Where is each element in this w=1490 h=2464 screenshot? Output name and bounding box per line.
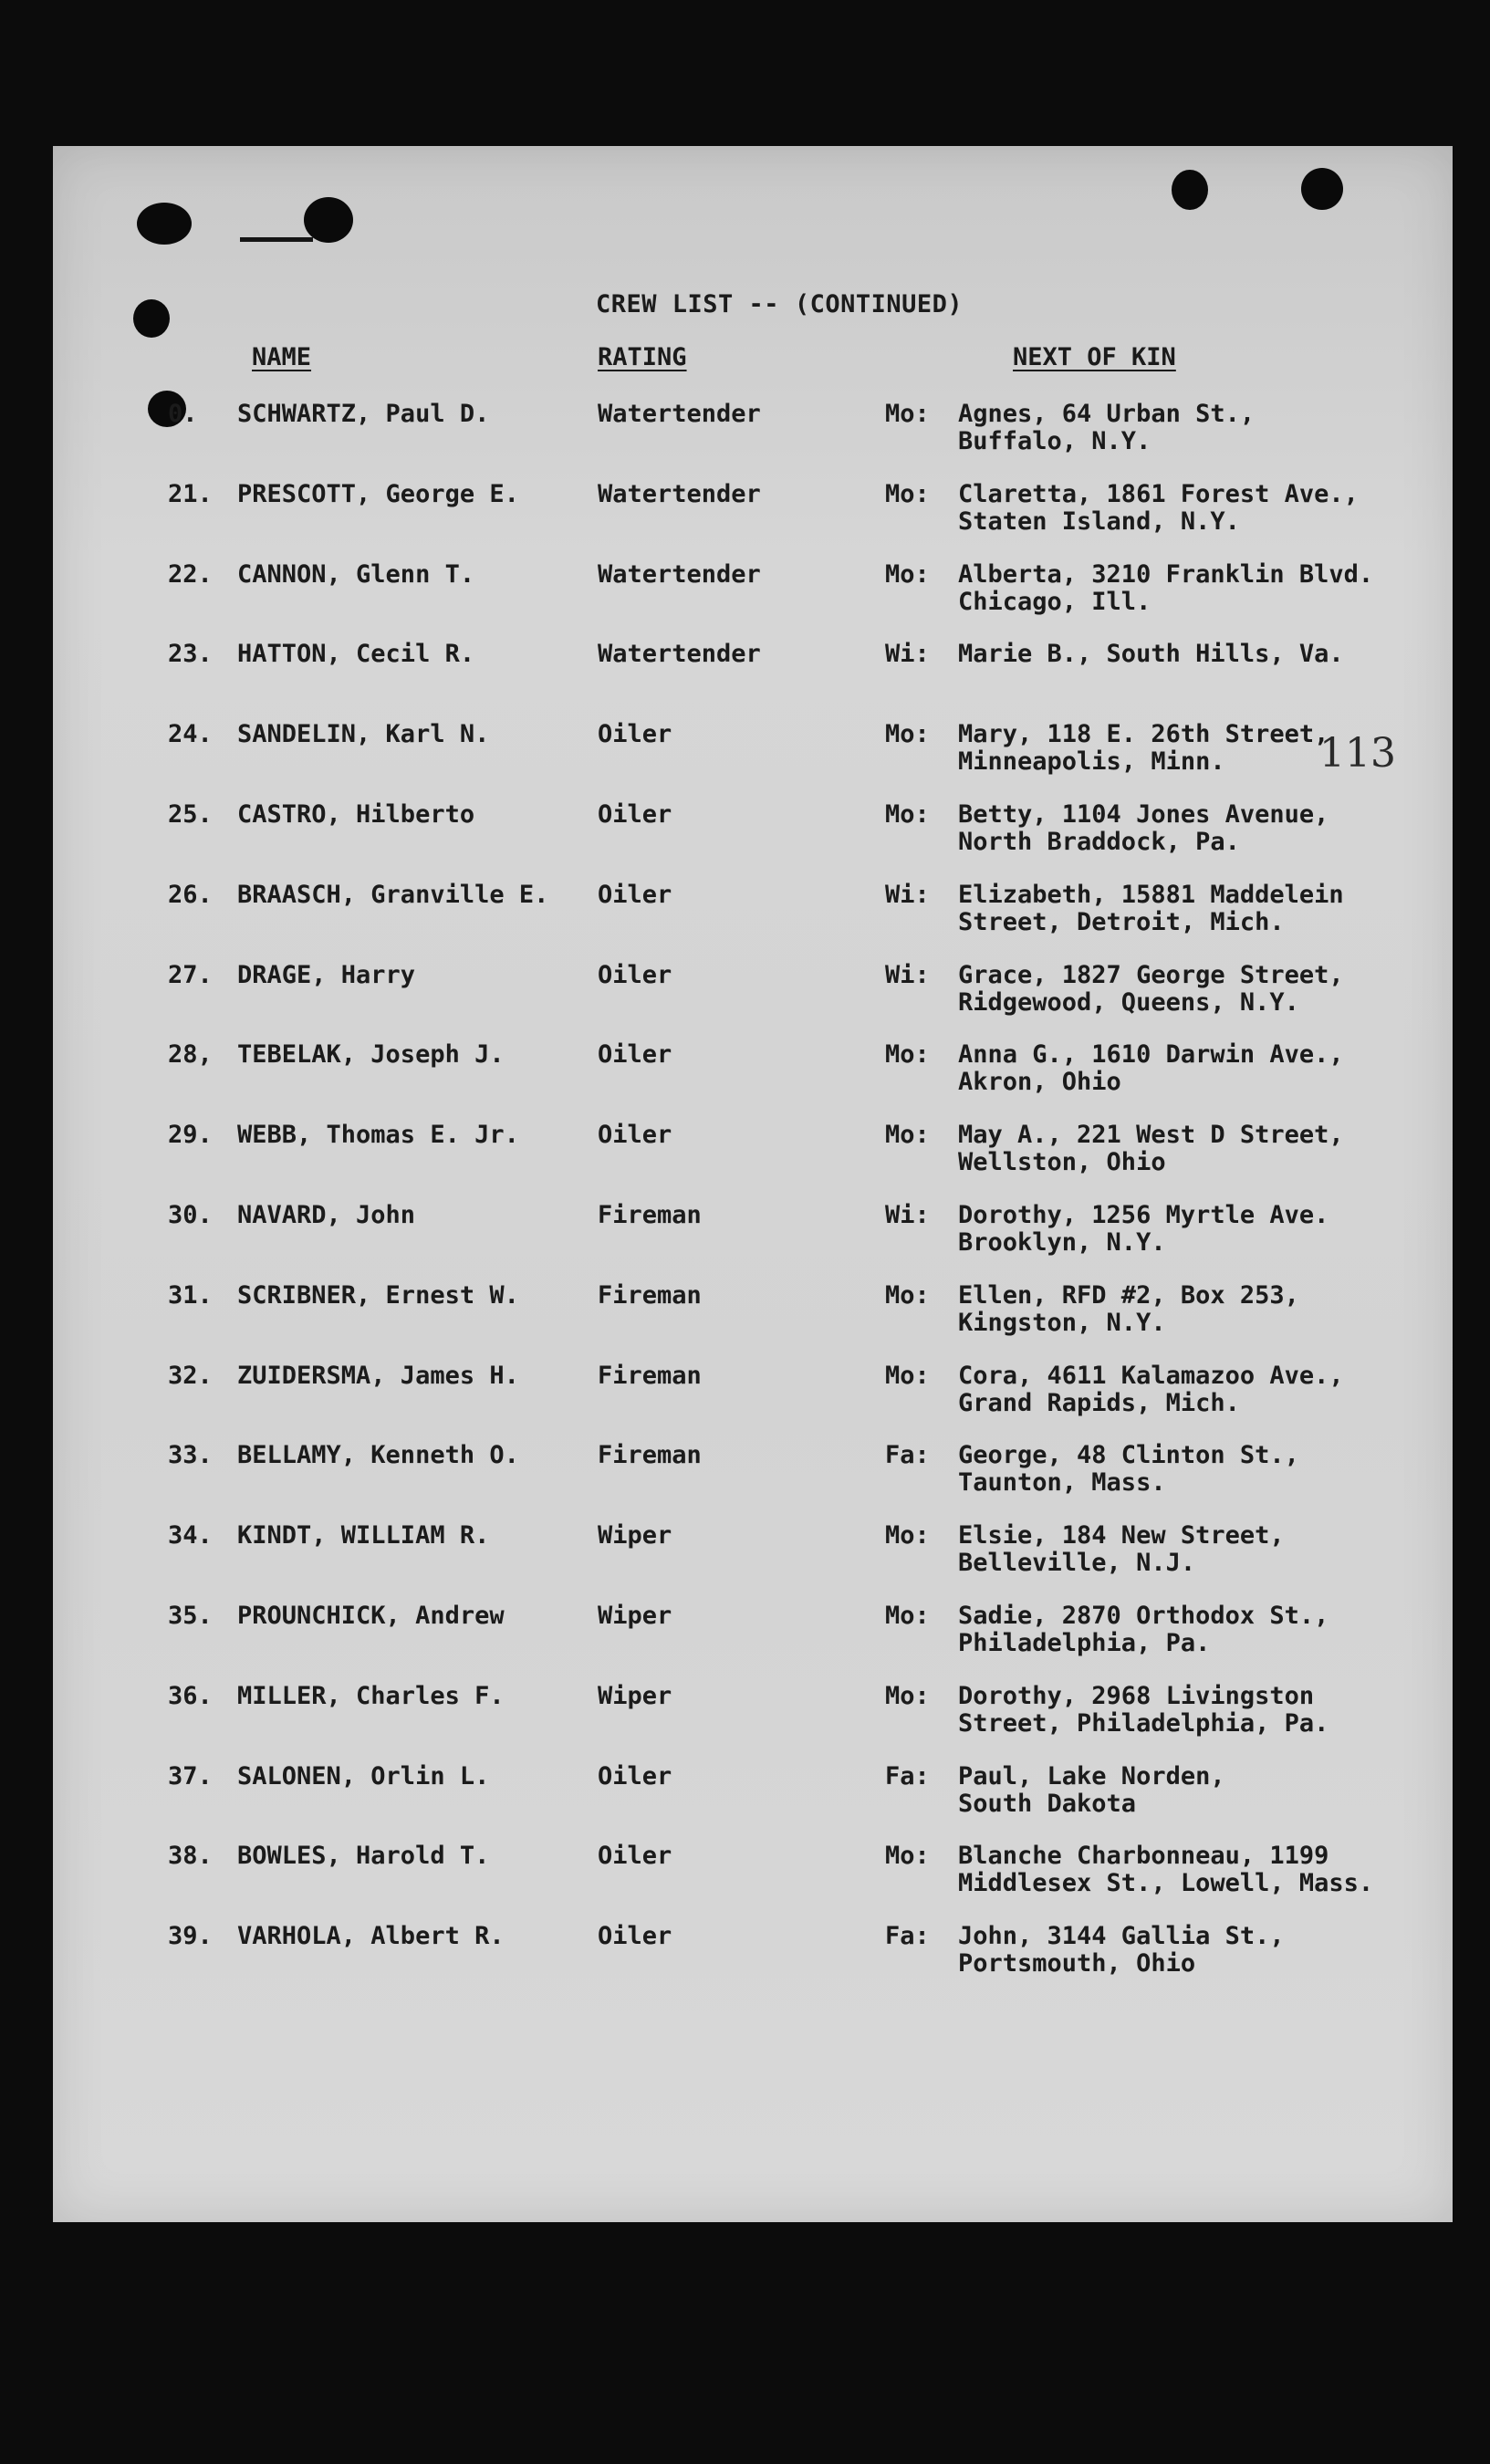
kin-address-line-1: Anna G., 1610 Darwin Ave.,: [958, 1040, 1344, 1070]
crew-rating: Watertender: [598, 640, 761, 669]
crew-rating: Watertender: [598, 559, 761, 589]
crew-rating: Oiler: [598, 1922, 672, 1951]
crew-name: DRAGE, Harry: [237, 960, 416, 989]
kin-relation: Mo:: [885, 720, 930, 749]
crew-name: ZUIDERSMA, James H.: [237, 1361, 519, 1390]
crew-rating: Fireman: [598, 1280, 702, 1310]
crew-rating: Wiper: [598, 1521, 672, 1550]
row-number: 26.: [168, 880, 213, 909]
kin-relation: Mo:: [885, 1280, 930, 1310]
kin-address-line-1: Alberta, 3210 Franklin Blvd.: [958, 559, 1374, 589]
crew-rating: Oiler: [598, 1842, 672, 1871]
table-row: [53, 1281, 1453, 1345]
row-number: 28,: [168, 1040, 213, 1070]
row-number: 27.: [168, 960, 213, 989]
kin-relation: Mo:: [885, 400, 930, 428]
crew-name: TEBELAK, Joseph J.: [237, 1040, 505, 1070]
kin-address-line-2: Buffalo, N.Y.: [958, 427, 1151, 455]
kin-relation: Mo:: [885, 1681, 930, 1710]
crew-name: PRESCOTT, George E.: [237, 479, 519, 508]
kin-address-line-1: Elizabeth, 15881 Maddelein: [958, 880, 1344, 909]
kin-address-line-2: Grand Rapids, Mich.: [958, 1388, 1240, 1417]
table-row: [53, 1762, 1453, 1826]
crew-name: HATTON, Cecil R.: [237, 640, 475, 669]
kin-address-line-1: Agnes, 64 Urban St.,: [958, 400, 1256, 428]
crew-name: WEBB, Thomas E. Jr.: [237, 1121, 519, 1150]
crew-rating: Watertender: [598, 400, 761, 428]
row-number: 37.: [168, 1761, 213, 1791]
crew-rating: Oiler: [598, 1121, 672, 1150]
kin-relation: Mo:: [885, 800, 930, 829]
crew-name: BELLAMY, Kenneth O.: [237, 1441, 519, 1470]
kin-address-line-2: South Dakota: [958, 1789, 1137, 1818]
row-number: 31.: [168, 1280, 213, 1310]
kin-address-line-2: Belleville, N.J.: [958, 1549, 1196, 1578]
crew-rating: Oiler: [598, 960, 672, 989]
punch-hole: [1301, 168, 1343, 210]
row-number: 0.: [168, 400, 198, 428]
kin-address-line-1: Grace, 1827 George Street,: [958, 960, 1344, 989]
kin-address-line-2: Philadelphia, Pa.: [958, 1629, 1211, 1657]
kin-address-line-1: Cora, 4611 Kalamazoo Ave.,: [958, 1361, 1344, 1390]
kin-address-line-1: Sadie, 2870 Orthodox St.,: [958, 1602, 1329, 1630]
crew-rating: Oiler: [598, 1761, 672, 1791]
crew-name: BRAASCH, Granville E.: [237, 880, 549, 909]
table-row: [53, 1040, 1453, 1104]
kin-relation: Wi:: [885, 1201, 930, 1229]
kin-relation: Mo:: [885, 1521, 930, 1550]
table-row: [53, 1922, 1453, 1986]
kin-address-line-1: Mary, 118 E. 26th Street,: [958, 720, 1329, 749]
kin-address-line-2: Staten Island, N.Y.: [958, 506, 1240, 536]
table-row: [53, 480, 1453, 544]
kin-address-line-2: Street, Detroit, Mich.: [958, 907, 1285, 936]
kin-address-line-2: Ridgewood, Queens, N.Y.: [958, 987, 1299, 1017]
row-number: 30.: [168, 1201, 213, 1229]
kin-address-line-1: Elsie, 184 New Street,: [958, 1521, 1285, 1550]
kin-address-line-2: Brooklyn, N.Y.: [958, 1228, 1166, 1257]
crew-name: NAVARD, John: [237, 1201, 416, 1229]
punch-hole: [133, 299, 170, 338]
crew-name: BOWLES, Harold T.: [237, 1842, 490, 1871]
crew-rating: Watertender: [598, 479, 761, 508]
row-number: 38.: [168, 1842, 213, 1871]
kin-address-line-1: John, 3144 Gallia St.,: [958, 1922, 1285, 1951]
kin-address-line-1: George, 48 Clinton St.,: [958, 1441, 1299, 1470]
kin-address-line-2: Portsmouth, Ohio: [958, 1949, 1196, 1979]
table-row: [53, 881, 1453, 945]
ink-mark: [240, 237, 313, 242]
row-number: 34.: [168, 1521, 213, 1550]
kin-relation: Fa:: [885, 1441, 930, 1470]
table-row: [53, 1201, 1453, 1265]
table-row: [53, 1682, 1453, 1746]
kin-address-line-2: Street, Philadelphia, Pa.: [958, 1708, 1329, 1738]
table-row: [53, 1842, 1453, 1905]
column-header-name: NAME: [252, 343, 312, 371]
kin-relation: Fa:: [885, 1761, 930, 1791]
row-number: 36.: [168, 1681, 213, 1710]
kin-address-line-2: Taunton, Mass.: [958, 1468, 1166, 1498]
kin-address-line-1: Claretta, 1861 Forest Ave.,: [958, 479, 1359, 508]
kin-address-line-1: Dorothy, 1256 Myrtle Ave.: [958, 1201, 1329, 1229]
kin-relation: Mo:: [885, 1361, 930, 1390]
kin-relation: Mo:: [885, 479, 930, 508]
kin-relation: Wi:: [885, 880, 930, 909]
page-title: CREW LIST -- (CONTINUED): [596, 290, 964, 318]
crew-name: SCRIBNER, Ernest W.: [237, 1280, 519, 1310]
table-row: [53, 1602, 1453, 1665]
kin-address-line-1: Blanche Charbonneau, 1199: [958, 1842, 1329, 1871]
column-header-rating: RATING: [598, 343, 687, 371]
row-number: 33.: [168, 1441, 213, 1470]
crew-name: CANNON, Glenn T.: [237, 559, 475, 589]
kin-relation: Mo:: [885, 1121, 930, 1150]
crew-name: SANDELIN, Karl N.: [237, 720, 490, 749]
kin-relation: Fa:: [885, 1922, 930, 1951]
row-number: 21.: [168, 479, 213, 508]
kin-relation: Mo:: [885, 1602, 930, 1630]
kin-address-line-2: Wellston, Ohio: [958, 1148, 1166, 1177]
kin-relation: Wi:: [885, 960, 930, 989]
crew-name: SCHWARTZ, Paul D.: [237, 400, 490, 428]
kin-address-line-2: North Braddock, Pa.: [958, 828, 1240, 856]
kin-address-line-2: Akron, Ohio: [958, 1068, 1121, 1097]
table-row: [53, 400, 1453, 464]
page-number: 113: [1319, 730, 1396, 777]
crew-rating: Fireman: [598, 1361, 702, 1390]
row-number: 29.: [168, 1121, 213, 1150]
crew-rating: Oiler: [598, 800, 672, 829]
row-number: 32.: [168, 1361, 213, 1390]
crew-rating: Fireman: [598, 1201, 702, 1229]
crew-rating: Oiler: [598, 1040, 672, 1070]
kin-relation: Mo:: [885, 559, 930, 589]
punch-hole: [1172, 170, 1208, 210]
row-number: 22.: [168, 559, 213, 589]
kin-relation: Mo:: [885, 1842, 930, 1871]
kin-relation: Wi:: [885, 640, 930, 669]
row-number: 23.: [168, 640, 213, 669]
kin-address-line-1: Marie B., South Hills, Va.: [958, 640, 1344, 669]
crew-rating: Fireman: [598, 1441, 702, 1470]
kin-relation: Mo:: [885, 1040, 930, 1070]
crew-name: PROUNCHICK, Andrew: [237, 1602, 505, 1630]
kin-address-line-1: Betty, 1104 Jones Avenue,: [958, 800, 1329, 829]
kin-address-line-1: Dorothy, 2968 Livingston: [958, 1681, 1315, 1710]
row-number: 24.: [168, 720, 213, 749]
table-row: [53, 640, 1453, 704]
kin-address-line-2: Middlesex St., Lowell, Mass.: [958, 1869, 1374, 1898]
crew-name: VARHOLA, Albert R.: [237, 1922, 505, 1951]
punch-hole: [304, 197, 353, 243]
crew-name: SALONEN, Orlin L.: [237, 1761, 490, 1791]
row-number: 35.: [168, 1602, 213, 1630]
kin-address-line-1: May A., 221 West D Street,: [958, 1121, 1344, 1150]
column-header-next-of-kin: NEXT OF KIN: [1013, 343, 1176, 371]
table-row: [53, 961, 1453, 1025]
table-row: [53, 1441, 1453, 1505]
punch-hole: [137, 203, 192, 245]
table-row: [53, 720, 1453, 784]
crew-rating: Wiper: [598, 1602, 672, 1630]
kin-address-line-1: Ellen, RFD #2, Box 253,: [958, 1280, 1299, 1310]
crew-rating: Oiler: [598, 720, 672, 749]
kin-address-line-2: Minneapolis, Minn.: [958, 747, 1225, 777]
table-row: [53, 1121, 1453, 1185]
crew-name: KINDT, WILLIAM R.: [237, 1521, 490, 1550]
crew-rating: Wiper: [598, 1681, 672, 1710]
table-row: [53, 800, 1453, 864]
kin-address-line-1: Paul, Lake Norden,: [958, 1761, 1225, 1791]
table-row: [53, 1521, 1453, 1585]
table-row: [53, 1362, 1453, 1425]
kin-address-line-2: Kingston, N.Y.: [958, 1308, 1166, 1337]
row-number: 25.: [168, 800, 213, 829]
crew-name: MILLER, Charles F.: [237, 1681, 505, 1710]
kin-address-line-2: Chicago, Ill.: [958, 587, 1151, 616]
crew-name: CASTRO, Hilberto: [237, 800, 475, 829]
row-number: 39.: [168, 1922, 213, 1951]
crew-rating: Oiler: [598, 880, 672, 909]
table-row: [53, 560, 1453, 624]
document-page: [53, 146, 1453, 2222]
